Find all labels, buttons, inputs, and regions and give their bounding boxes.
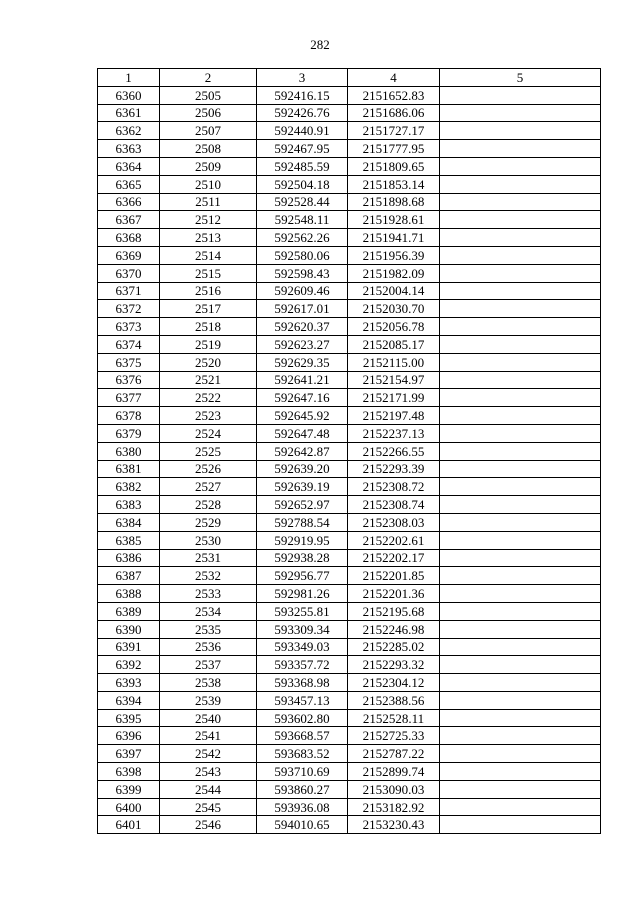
table-cell-col-1: 6398: [98, 763, 160, 781]
table-cell-col-4: 2152202.61: [348, 531, 440, 549]
table-cell-col-5: [440, 389, 601, 407]
table-cell-col-4: 2152237.13: [348, 424, 440, 442]
table-cell-col-5: [440, 763, 601, 781]
table-cell-col-2: 2510: [160, 175, 257, 193]
table-cell-col-2: 2543: [160, 763, 257, 781]
table-cell-col-5: [440, 140, 601, 158]
table-cell-col-4: 2151956.39: [348, 246, 440, 264]
table-cell-col-2: 2509: [160, 157, 257, 175]
table-cell-col-1: 6360: [98, 86, 160, 104]
table-cell-col-3: 592504.18: [257, 175, 348, 193]
table-cell-col-4: 2152308.72: [348, 478, 440, 496]
table-cell-col-2: 2532: [160, 567, 257, 585]
table-row: [98, 585, 601, 603]
table-cell-col-4: 2151982.09: [348, 264, 440, 282]
table-cell-col-1: 6396: [98, 727, 160, 745]
table-cell-col-1: 6383: [98, 496, 160, 514]
table-cell-col-5: [440, 157, 601, 175]
table-row: [98, 407, 601, 425]
table-row: [98, 496, 601, 514]
table-cell-col-4: 2151652.83: [348, 86, 440, 104]
table-cell-col-1: 6391: [98, 638, 160, 656]
header-cell-4: 4: [348, 69, 440, 87]
table-cell-col-3: 594010.65: [257, 816, 348, 834]
table-cell-col-3: 592467.95: [257, 140, 348, 158]
table-cell-col-3: 592639.20: [257, 460, 348, 478]
table-cell-col-2: 2520: [160, 353, 257, 371]
table-cell-col-4: 2152195.68: [348, 602, 440, 620]
table-row: [98, 424, 601, 442]
table-cell-col-2: 2508: [160, 140, 257, 158]
table-cell-col-3: 592645.92: [257, 407, 348, 425]
table-cell-col-5: [440, 745, 601, 763]
table-row: [98, 531, 601, 549]
table-cell-col-2: 2512: [160, 211, 257, 229]
table-cell-col-3: 593710.69: [257, 763, 348, 781]
table-cell-col-5: [440, 424, 601, 442]
table-cell-col-4: 2152202.17: [348, 549, 440, 567]
table-cell-col-5: [440, 727, 601, 745]
table-cell-col-5: [440, 620, 601, 638]
table-cell-col-2: 2534: [160, 602, 257, 620]
table-cell-col-3: 592548.11: [257, 211, 348, 229]
table-cell-col-2: 2515: [160, 264, 257, 282]
table-cell-col-4: 2152528.11: [348, 709, 440, 727]
table-cell-col-2: 2526: [160, 460, 257, 478]
table-row: [98, 442, 601, 460]
table-cell-col-3: 592609.46: [257, 282, 348, 300]
table-cell-col-4: 2152266.55: [348, 442, 440, 460]
table-cell-col-1: 6392: [98, 656, 160, 674]
table-cell-col-1: 6363: [98, 140, 160, 158]
table-cell-col-5: [440, 638, 601, 656]
table-cell-col-2: 2519: [160, 335, 257, 353]
table-cell-col-4: 2152293.32: [348, 656, 440, 674]
coordinates-table: [97, 68, 601, 834]
table-cell-col-5: [440, 549, 601, 567]
table-cell-col-4: 2151809.65: [348, 157, 440, 175]
table-cell-col-4: 2152115.00: [348, 353, 440, 371]
table-cell-col-2: 2546: [160, 816, 257, 834]
page-number: 282: [310, 37, 330, 52]
table-row: [98, 246, 601, 264]
table-cell-col-1: 6387: [98, 567, 160, 585]
table-cell-col-2: 2528: [160, 496, 257, 514]
table-cell-col-4: 2151898.68: [348, 193, 440, 211]
table-cell-col-1: 6397: [98, 745, 160, 763]
table-cell-col-5: [440, 407, 601, 425]
table-cell-col-1: 6365: [98, 175, 160, 193]
table-cell-col-2: 2511: [160, 193, 257, 211]
table-cell-col-3: 592629.35: [257, 353, 348, 371]
table-cell-col-3: 592562.26: [257, 229, 348, 247]
table-cell-col-3: 592639.19: [257, 478, 348, 496]
table-cell-col-4: 2151777.95: [348, 140, 440, 158]
table-cell-col-3: 592485.59: [257, 157, 348, 175]
table-cell-col-2: 2518: [160, 318, 257, 336]
table-cell-col-3: 593368.98: [257, 674, 348, 692]
header-cell-5: 5: [440, 69, 601, 87]
table-row: [98, 691, 601, 709]
table-cell-col-5: [440, 585, 601, 603]
table-cell-col-4: 2151853.14: [348, 175, 440, 193]
table-cell-col-3: 592440.91: [257, 122, 348, 140]
table-cell-col-5: [440, 496, 601, 514]
table-cell-col-2: 2506: [160, 104, 257, 122]
table-cell-col-1: 6377: [98, 389, 160, 407]
table-cell-col-5: [440, 104, 601, 122]
table-cell-col-2: 2541: [160, 727, 257, 745]
table-row: [98, 816, 601, 834]
table-cell-col-1: 6395: [98, 709, 160, 727]
table-cell-col-4: 2152293.39: [348, 460, 440, 478]
table-cell-col-1: 6394: [98, 691, 160, 709]
table-cell-col-1: 6371: [98, 282, 160, 300]
table-cell-col-1: 6388: [98, 585, 160, 603]
table-row: [98, 656, 601, 674]
table-cell-col-2: 2540: [160, 709, 257, 727]
table-cell-col-1: 6399: [98, 780, 160, 798]
table-cell-col-5: [440, 478, 601, 496]
table-cell-col-3: 592617.01: [257, 300, 348, 318]
table-row: [98, 620, 601, 638]
table-cell-col-4: 2152201.36: [348, 585, 440, 603]
table-cell-col-5: [440, 353, 601, 371]
table-cell-col-5: [440, 175, 601, 193]
table-cell-col-1: 6401: [98, 816, 160, 834]
table-cell-col-1: 6370: [98, 264, 160, 282]
table-cell-col-5: [440, 674, 601, 692]
table-cell-col-4: 2151941.71: [348, 229, 440, 247]
table-row: [98, 353, 601, 371]
table-cell-col-3: 593255.81: [257, 602, 348, 620]
table-cell-col-5: [440, 709, 601, 727]
table-row: [98, 763, 601, 781]
table-cell-col-4: 2152004.14: [348, 282, 440, 300]
table-cell-col-2: 2525: [160, 442, 257, 460]
table-cell-col-1: 6362: [98, 122, 160, 140]
table-cell-col-5: [440, 460, 601, 478]
table-cell-col-2: 2523: [160, 407, 257, 425]
table-row: [98, 371, 601, 389]
table-cell-col-2: 2533: [160, 585, 257, 603]
table-row: [98, 513, 601, 531]
table-cell-col-5: [440, 211, 601, 229]
table-cell-col-5: [440, 371, 601, 389]
table-row: [98, 389, 601, 407]
table-row: [98, 264, 601, 282]
table-cell-col-2: 2527: [160, 478, 257, 496]
table-cell-col-5: [440, 335, 601, 353]
table-cell-col-2: 2538: [160, 674, 257, 692]
header-cell-3: 3: [257, 69, 348, 87]
table-cell-col-3: 592981.26: [257, 585, 348, 603]
table-cell-col-4: 2152388.56: [348, 691, 440, 709]
table-cell-col-5: [440, 193, 601, 211]
table-cell-col-2: 2514: [160, 246, 257, 264]
table-cell-col-4: 2151928.61: [348, 211, 440, 229]
table-cell-col-4: 2152304.12: [348, 674, 440, 692]
table-cell-col-5: [440, 602, 601, 620]
table-cell-col-4: 2152246.98: [348, 620, 440, 638]
table-cell-col-1: 6384: [98, 513, 160, 531]
table-row: [98, 709, 601, 727]
table-cell-col-5: [440, 264, 601, 282]
table-cell-col-2: 2513: [160, 229, 257, 247]
table-cell-col-5: [440, 531, 601, 549]
table-cell-col-2: 2517: [160, 300, 257, 318]
table-cell-col-2: 2516: [160, 282, 257, 300]
table-cell-col-1: 6393: [98, 674, 160, 692]
table-cell-col-4: 2152197.48: [348, 407, 440, 425]
table-cell-col-2: 2537: [160, 656, 257, 674]
table-cell-col-2: 2529: [160, 513, 257, 531]
header-cell-1: 1: [98, 69, 160, 87]
table-cell-col-3: 593349.03: [257, 638, 348, 656]
table-cell-col-1: 6374: [98, 335, 160, 353]
table-cell-col-4: 2152154.97: [348, 371, 440, 389]
table-cell-col-2: 2542: [160, 745, 257, 763]
table-cell-col-5: [440, 282, 601, 300]
table-cell-col-3: 592652.97: [257, 496, 348, 514]
table-cell-col-1: 6390: [98, 620, 160, 638]
table-cell-col-5: [440, 318, 601, 336]
table-cell-col-4: 2152725.33: [348, 727, 440, 745]
table-cell-col-5: [440, 229, 601, 247]
table-cell-col-4: 2151686.06: [348, 104, 440, 122]
table-cell-col-3: 592647.16: [257, 389, 348, 407]
table-cell-col-2: 2539: [160, 691, 257, 709]
table-cell-col-4: 2153182.92: [348, 798, 440, 816]
table-cell-col-4: 2153090.03: [348, 780, 440, 798]
table-cell-col-3: 592642.87: [257, 442, 348, 460]
table-cell-col-3: 593936.08: [257, 798, 348, 816]
table-cell-col-3: 592623.27: [257, 335, 348, 353]
table-cell-col-2: 2544: [160, 780, 257, 798]
table-cell-col-3: 593860.27: [257, 780, 348, 798]
table-cell-col-2: 2545: [160, 798, 257, 816]
table-row: [98, 193, 601, 211]
table-row: [98, 122, 601, 140]
table-cell-col-3: 593309.34: [257, 620, 348, 638]
table-cell-col-1: 6368: [98, 229, 160, 247]
table-cell-col-5: [440, 816, 601, 834]
table-row: [98, 549, 601, 567]
table-row: [98, 175, 601, 193]
table-cell-col-1: 6400: [98, 798, 160, 816]
table-cell-col-5: [440, 246, 601, 264]
table-cell-col-1: 6382: [98, 478, 160, 496]
table-cell-col-3: 592528.44: [257, 193, 348, 211]
table-cell-col-1: 6381: [98, 460, 160, 478]
table-cell-col-2: 2531: [160, 549, 257, 567]
table-cell-col-4: 2152787.22: [348, 745, 440, 763]
table-cell-col-3: 592641.21: [257, 371, 348, 389]
table-cell-col-3: 592620.37: [257, 318, 348, 336]
table-cell-col-5: [440, 691, 601, 709]
table-cell-col-3: 592919.95: [257, 531, 348, 549]
table-cell-col-4: 2152308.03: [348, 513, 440, 531]
table-header: [98, 69, 601, 87]
table-cell-col-5: [440, 567, 601, 585]
table-cell-col-3: 593683.52: [257, 745, 348, 763]
table-row: [98, 335, 601, 353]
table-cell-col-4: 2152285.02: [348, 638, 440, 656]
table-cell-col-1: 6364: [98, 157, 160, 175]
table-cell-col-5: [440, 780, 601, 798]
table-row: [98, 86, 601, 104]
table-row: [98, 567, 601, 585]
table-cell-col-3: 593668.57: [257, 727, 348, 745]
table-cell-col-2: 2536: [160, 638, 257, 656]
table-cell-col-2: 2507: [160, 122, 257, 140]
table-row: [98, 157, 601, 175]
table-cell-col-2: 2505: [160, 86, 257, 104]
table-cell-col-3: 593602.80: [257, 709, 348, 727]
table-cell-col-1: 6379: [98, 424, 160, 442]
table-row: [98, 140, 601, 158]
table-cell-col-5: [440, 122, 601, 140]
table-cell-col-5: [440, 798, 601, 816]
table-row: [98, 727, 601, 745]
table-cell-col-1: 6378: [98, 407, 160, 425]
table-row: [98, 478, 601, 496]
table-cell-col-1: 6366: [98, 193, 160, 211]
table-cell-col-1: 6375: [98, 353, 160, 371]
table-cell-col-4: 2152899.74: [348, 763, 440, 781]
table-cell-col-3: 592956.77: [257, 567, 348, 585]
table-cell-col-1: 6361: [98, 104, 160, 122]
table-row: [98, 211, 601, 229]
table-cell-col-5: [440, 300, 601, 318]
table-row: [98, 300, 601, 318]
table-row: [98, 318, 601, 336]
table-cell-col-5: [440, 86, 601, 104]
table-cell-col-2: 2535: [160, 620, 257, 638]
table-row: [98, 798, 601, 816]
table-cell-col-4: 2152056.78: [348, 318, 440, 336]
table-cell-col-5: [440, 656, 601, 674]
table-cell-col-4: 2152308.74: [348, 496, 440, 514]
table-cell-col-2: 2522: [160, 389, 257, 407]
table-cell-col-3: 592416.15: [257, 86, 348, 104]
table-cell-col-1: 6369: [98, 246, 160, 264]
table-cell-col-5: [440, 442, 601, 460]
table-cell-col-3: 593357.72: [257, 656, 348, 674]
table-body: [98, 86, 601, 833]
table-row: [98, 104, 601, 122]
table-cell-col-3: 593457.13: [257, 691, 348, 709]
table-cell-col-2: 2524: [160, 424, 257, 442]
table-row: [98, 229, 601, 247]
table-row: [98, 745, 601, 763]
table-cell-col-3: 592426.76: [257, 104, 348, 122]
table-row: [98, 674, 601, 692]
table-cell-col-2: 2530: [160, 531, 257, 549]
table-cell-col-4: 2152085.17: [348, 335, 440, 353]
table-row: [98, 460, 601, 478]
table-cell-col-1: 6385: [98, 531, 160, 549]
table-cell-col-4: 2152171.99: [348, 389, 440, 407]
table-row: [98, 282, 601, 300]
header-cell-2: 2: [160, 69, 257, 87]
table-cell-col-3: 592788.54: [257, 513, 348, 531]
table-cell-col-1: 6380: [98, 442, 160, 460]
table-row: [98, 780, 601, 798]
table-cell-col-1: 6376: [98, 371, 160, 389]
table-cell-col-3: 592647.48: [257, 424, 348, 442]
table-cell-col-1: 6367: [98, 211, 160, 229]
table-cell-col-4: 2152201.85: [348, 567, 440, 585]
table-cell-col-1: 6372: [98, 300, 160, 318]
table-cell-col-2: 2521: [160, 371, 257, 389]
table-cell-col-3: 592580.06: [257, 246, 348, 264]
table-cell-col-4: 2152030.70: [348, 300, 440, 318]
table-row: [98, 602, 601, 620]
table-cell-col-5: [440, 513, 601, 531]
table-cell-col-3: 592938.28: [257, 549, 348, 567]
table-cell-col-1: 6386: [98, 549, 160, 567]
table-cell-col-3: 592598.43: [257, 264, 348, 282]
table-cell-col-1: 6389: [98, 602, 160, 620]
table-cell-col-4: 2151727.17: [348, 122, 440, 140]
table-cell-col-1: 6373: [98, 318, 160, 336]
table-row: [98, 638, 601, 656]
table-cell-col-4: 2153230.43: [348, 816, 440, 834]
header-row: [98, 69, 601, 87]
